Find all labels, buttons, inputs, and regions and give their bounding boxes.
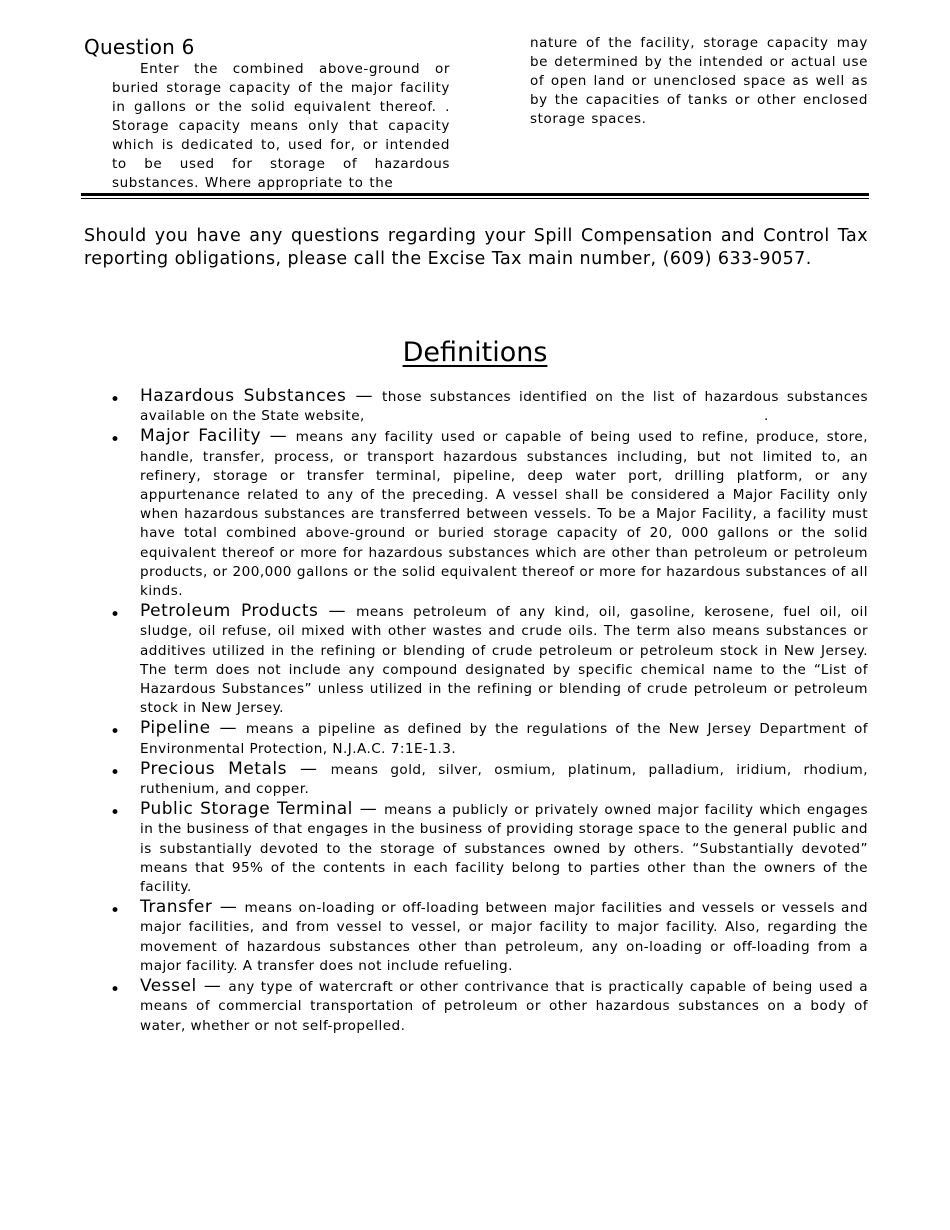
definition-public-storage-terminal bbox=[110, 800, 868, 897]
definition-dash: — bbox=[286, 758, 331, 779]
definition-text: means on-loading or off-loading between major facilities and vessels or vessels and major facilities, and from vessel to vessel, or major facility to major facility. Also, regarding the movement of hazardous substances other than petroleum, any on-loading or off-loading from a major facility. A transfer does not include refueling. bbox=[140, 900, 868, 974]
bullet-icon: • bbox=[110, 390, 121, 410]
contact-paragraph: Should you have any questions regarding your Spill Compensation and Control Tax reporting obligations, please call the Excise Tax main number, (609) 633-9057. bbox=[84, 226, 868, 269]
definition-term: Vessel bbox=[140, 976, 197, 997]
definition-term: Petroleum Products bbox=[140, 601, 319, 622]
definition-text: means a pipeline as defined by the regulations of the New Jersey Department of Environmental Protection, N.J.A.C. 7:1E-1.3. bbox=[140, 721, 868, 757]
definition-dash: — bbox=[261, 426, 296, 447]
definitions-list bbox=[110, 387, 868, 1037]
definition-term: Precious Metals bbox=[140, 758, 287, 779]
definition-text: means gold, silver, osmium, platinum, palladium, iridium, rhodium, ruthenium, and copper. bbox=[140, 761, 868, 798]
definition-dash: — bbox=[212, 897, 245, 918]
definition-term: Hazardous Substances bbox=[140, 386, 347, 406]
definition-text: any type of watercraft or other contrivance that is practically capable of being used a means of commercial transportation of petroleum or other hazardous substances on a body of water, whether or not self-propelled. bbox=[140, 979, 868, 1034]
section-divider-thin bbox=[81, 198, 869, 199]
bullet-icon: • bbox=[110, 605, 121, 626]
definition-precious-metals bbox=[110, 760, 868, 799]
definition-text: means petroleum of any kind, oil, gasoline, kerosene, fuel oil, oil sludge, oil refuse, oil mixed with other wastes and crude oils. The term also means substances or additives utilized in the refining or blending of crude petroleum or petroleum stock in New Jersey. The term does not include any compound designated by specific chemical name to the “List of Hazardous Substances” unless utilized in the refining or blending of crude petroleum or petroleum stock in New Jersey. bbox=[140, 604, 868, 717]
definition-text: means any facility used or capable of being used to refine, produce, store, handle, transfer, process, or transport hazardous substances including, but not limited to, an refinery, storage or transfer terminal, pipeline, deep water port, drilling platform, or any appurtenance related to any of the preceding. A vessel shall be considered a Major Facility only when hazardous substances are transferred between vessels. To be a Major Facility, a facility must have total combined above-ground or buried storage capacity of 20, 000 gallons or the solid equivalent thereof or more for hazardous substances which are other than petroleum or petroleum products, or 200,000 gallons or the solid equivalent thereof or more for hazardous substances of all kinds. bbox=[140, 429, 869, 600]
definitions-title: Definitions bbox=[402, 337, 548, 368]
bullet-icon: • bbox=[110, 430, 121, 451]
bullet-icon: • bbox=[110, 901, 121, 922]
question-body: Enter the combined above-ground or buried storage capacity of the major facility in gallons or the solid equivalent thereof. . Storage capacity means only that capacity which is dedicated to, used for, or intended to be used for storage of hazardous substances. Where appropriate to the bbox=[112, 61, 450, 191]
definition-text: those substances identified on the list of hazardous substances available on the State website, bbox=[140, 389, 868, 425]
question-continuation: nature of the facility, storage capacity may be determined by the intended or actual use of open land or unenclosed space as well as by the capacities of tanks or other enclosed storage spaces. bbox=[530, 35, 868, 127]
bullet-icon: • bbox=[110, 803, 121, 824]
bullet-icon: • bbox=[110, 722, 121, 743]
definition-vessel bbox=[110, 977, 868, 1036]
bullet-icon: • bbox=[110, 762, 121, 783]
definition-term: Transfer bbox=[140, 897, 213, 918]
definition-hazardous-substances bbox=[110, 387, 868, 426]
definition-dash: — bbox=[346, 386, 383, 406]
bullet-icon: • bbox=[110, 980, 121, 1001]
definition-major-facility bbox=[110, 427, 868, 601]
definition-dash: — bbox=[196, 976, 229, 997]
definition-term: Pipeline bbox=[140, 718, 211, 739]
definition-dash: — bbox=[318, 601, 357, 622]
definition-term: Public Storage Terminal bbox=[140, 799, 353, 820]
definition-transfer bbox=[110, 898, 868, 976]
definition-dash: — bbox=[210, 718, 246, 739]
definition-trailing-period: . bbox=[764, 408, 769, 425]
definition-term: Major Facility bbox=[140, 426, 262, 447]
definition-dash: — bbox=[352, 799, 385, 820]
definition-pipeline bbox=[110, 719, 868, 758]
definition-petroleum-products bbox=[110, 602, 868, 718]
question-6-section bbox=[84, 34, 450, 193]
definition-text: means a publicly or privately owned major facility which engages in the business of that engages in the business of providing storage space to the general public and is substantially devoted to the storage of substances owned by others. “Substantially devoted” means that 95% of the contents in each facility belong to parties other than the owners of the facility. bbox=[140, 802, 868, 896]
section-divider-thick bbox=[81, 193, 869, 196]
question-heading: Question 6 bbox=[84, 35, 195, 59]
